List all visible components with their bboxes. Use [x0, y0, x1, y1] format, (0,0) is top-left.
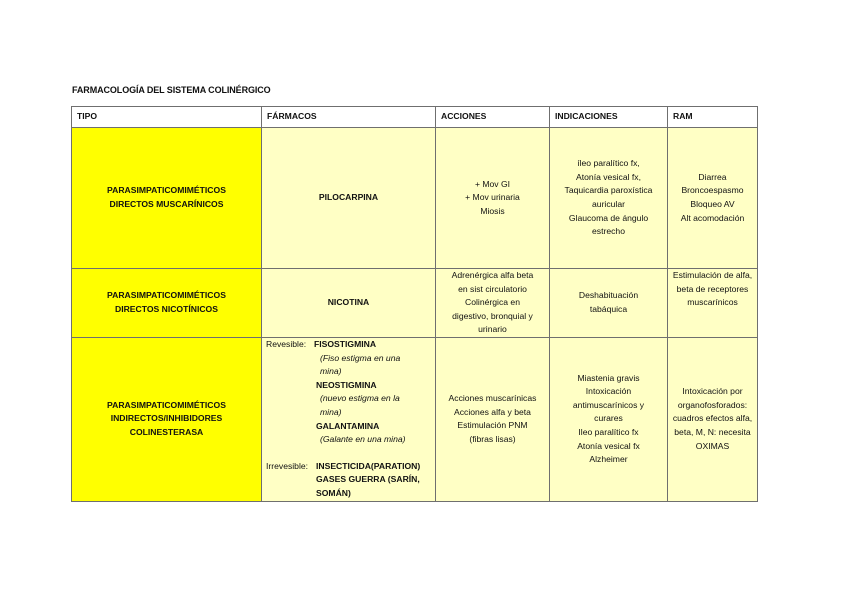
- header-acciones: ACCIONES: [436, 107, 550, 128]
- indicaciones-line: Atonía vesical fx: [577, 440, 640, 451]
- tipo-line: PARASIMPATICOMIMÉTICOS: [107, 290, 226, 301]
- acciones-cell: [436, 269, 550, 338]
- farmaco-cell: PILOCARPINA: [262, 128, 436, 269]
- table-row: [72, 337, 758, 501]
- ram-line: Estimulación de alfa,: [672, 270, 753, 280]
- tipo-cell: [72, 269, 262, 338]
- acciones-line: + Mov GI: [474, 178, 511, 189]
- drug-gases-guerra-cont: SOMÁN): [316, 487, 351, 498]
- tipo-cell: [72, 128, 262, 269]
- drug-note: (nuevo estigma en la: [320, 393, 400, 404]
- table-row: [72, 128, 758, 269]
- ram-cell: [668, 337, 758, 501]
- acciones-line: en sist circulatorio: [458, 283, 527, 294]
- indicaciones-cell: [550, 128, 668, 269]
- acciones-line: Acciones alfa y beta: [454, 406, 531, 417]
- ram-line: cuadros efectos alfa,: [672, 413, 753, 424]
- ram-line: Bloqueo AV: [690, 199, 735, 209]
- tipo-line: DIRECTOS MUSCARÍNICOS: [109, 199, 224, 209]
- indicaciones-line: auricular: [592, 199, 625, 209]
- drug-note: (Galante en una mina): [320, 434, 406, 445]
- header-farmacos: FÁRMACOS: [262, 107, 436, 128]
- indicaciones-line: Taquicardia paroxística: [564, 185, 653, 196]
- table-row: [72, 269, 758, 338]
- drug-insecticida: INSECTICIDA(PARATION): [316, 460, 421, 471]
- indicaciones-line: Intoxicación: [585, 386, 632, 397]
- indicaciones-line: Deshabituación: [578, 290, 639, 301]
- acciones-line: Miosis: [480, 205, 505, 216]
- indicaciones-line: Atonía vesical fx,: [576, 171, 641, 182]
- ram-line: beta de receptores: [676, 283, 749, 294]
- acciones-cell: [436, 337, 550, 501]
- ram-line: Broncoespasmo: [681, 185, 744, 196]
- pharmacology-table: [71, 106, 758, 502]
- tipo-line: PARASIMPATICOMIMÉTICOS: [107, 185, 226, 196]
- drug-gases-guerra: GASES GUERRA (SARÍN,: [316, 474, 420, 485]
- ram-line: Intoxicación por: [682, 386, 743, 397]
- indicaciones-line: íleo paralítico fx,: [577, 158, 640, 169]
- tipo-line: COLINESTERASA: [129, 427, 204, 438]
- ram-line: beta, M, N: necesita: [674, 427, 751, 438]
- drug-fisostigmina: FISOSTIGMINA: [314, 338, 377, 349]
- indicaciones-line: Alzheimer: [589, 454, 628, 465]
- page-title: FARMACOLOGÍA DEL SISTEMA COLINÉRGICO: [72, 85, 271, 95]
- indicaciones-line: curares: [594, 413, 623, 424]
- farmacos-list-cell: [262, 337, 436, 501]
- ram-line: OXIMAS: [695, 440, 730, 451]
- irreversible-label: Irrevesible:: [266, 460, 309, 471]
- farmaco-cell: NICOTINA: [262, 269, 436, 338]
- ram-line: Diarrea: [698, 171, 727, 182]
- header-ram: RAM: [668, 107, 758, 128]
- indicaciones-line: Ileo paralítico fx: [578, 427, 639, 438]
- acciones-line: (fibras lisas): [469, 433, 516, 444]
- acciones-line: Adrenérgica alfa beta: [451, 270, 534, 280]
- indicaciones-cell: [550, 269, 668, 338]
- drug-note: (Fiso estigma en una: [320, 352, 401, 363]
- indicaciones-line: Glaucoma de ángulo: [568, 212, 649, 223]
- tipo-cell: [72, 337, 262, 501]
- drug-note: mina): [320, 366, 342, 377]
- acciones-line: digestivo, bronquial y: [452, 310, 533, 321]
- ram-line: organofosforados:: [677, 399, 748, 410]
- ram-cell: [668, 128, 758, 269]
- acciones-line: urinario: [478, 324, 507, 335]
- header-tipo: TIPO: [72, 107, 262, 128]
- ram-cell: [668, 269, 758, 338]
- tipo-line: PARASIMPATICOMIMÉTICOS: [107, 399, 226, 410]
- indicaciones-line: estrecho: [592, 226, 625, 237]
- reversible-label: Revesible:: [266, 338, 307, 349]
- indicaciones-line: antimuscarínicos y: [572, 399, 645, 410]
- drug-neostigmina: NEOSTIGMINA: [316, 379, 377, 390]
- ram-line: Alt acomodación: [680, 212, 745, 223]
- acciones-line: Colinérgica en: [465, 297, 520, 308]
- drug-galantamina: GALANTAMINA: [316, 420, 380, 431]
- indicaciones-cell: [550, 337, 668, 501]
- acciones-line: Acciones muscarínicas: [448, 393, 537, 404]
- header-row: [72, 107, 758, 128]
- acciones-line: + Mov urinaria: [465, 192, 520, 203]
- tipo-line: DIRECTOS NICOTÍNICOS: [115, 303, 218, 314]
- drug-note: mina): [320, 406, 342, 417]
- header-indicaciones: INDICACIONES: [550, 107, 668, 128]
- tipo-line: INDIRECTOS/INHIBIDORES: [110, 413, 223, 424]
- indicaciones-line: tabáquica: [589, 303, 628, 314]
- ram-line: muscarínicos: [687, 297, 738, 308]
- acciones-cell: [436, 128, 550, 269]
- indicaciones-line: Miastenia gravis: [577, 372, 640, 383]
- acciones-line: Estimulación PNM: [457, 420, 528, 431]
